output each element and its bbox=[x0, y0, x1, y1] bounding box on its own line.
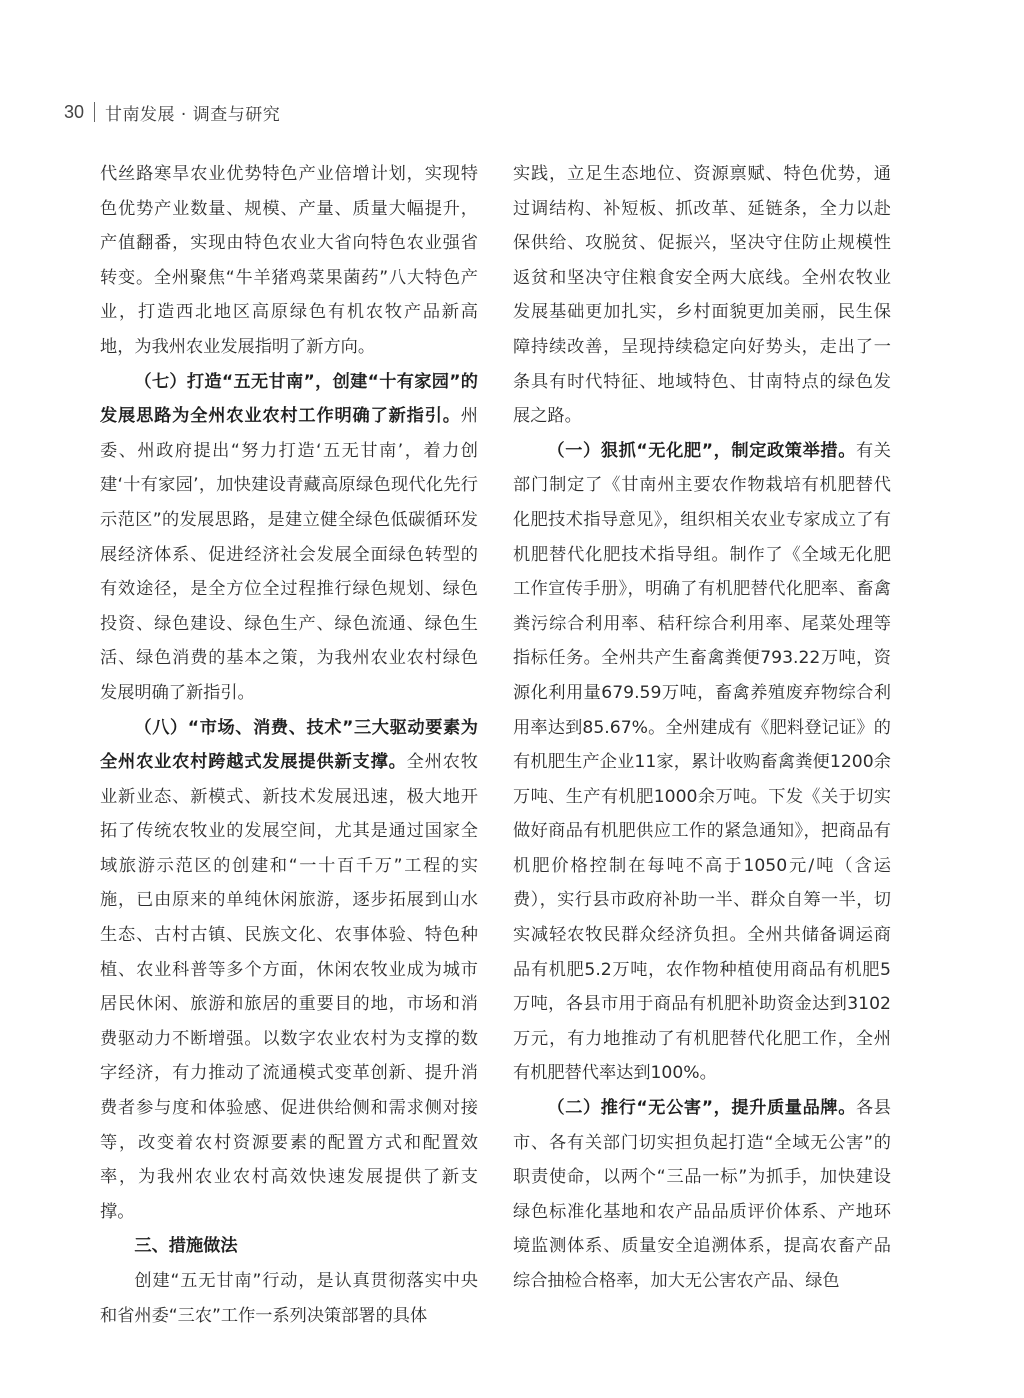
right-column bbox=[513, 157, 891, 1299]
right-paragraph-2-body: 有关部门制定了《甘南州主要农作物栽培有机肥替代化肥技术指导意见》，组织相关农业专家成立了有机肥替代化肥技术指导组。制作了《全域无化肥工作宣传手册》，明确了有机肥替代化肥率、畜禽粪污综合利用率、秸秆综合利用率、尾菜处理等指标任务。全州共产生畜禽粪便793.22万吨，资源化利用量679.59万吨，畜禽养殖废弃物综合利用率达到85.67%。全州建成有《肥料登记证》的有机肥生产企业11家，累计收购畜禽粪便1200余万吨、生产有机肥1000余万吨。下发《关于切实做好商品有机肥供应工作的紧急通知》，把商品有机肥价格控制在每吨不高于1050元/吨（含运费），实行县市政府补助一半、群众自筹一半，切实减轻农牧民群众经济负担。全州共储备调运商品有机肥5.2万吨，农作物种植使用商品有机肥5万吨，各县市用于商品有机肥补助资金达到3102万元，有力地推动了有机肥替代化肥工作，全州有机肥替代率达到100%。 bbox=[513, 440, 891, 1084]
left-paragraph-2-body: 州委、州政府提出“努力打造‘五无甘南’，着力创建‘十有家园’，加快建设青藏高原绿色现代化先行示范区”的发展思路，是建立健全绿色低碳循环发展经济体系、促进经济社会发展全面绿色转型的有效途径，是全方位全过程推行绿色规划、绿色投资、绿色建设、绿色生产、绿色流通、绿色生活、绿色消费的基本之策，为我州农业农村绿色发展明确了新指引。 bbox=[100, 406, 478, 703]
header-divider bbox=[94, 102, 95, 122]
left-paragraph-4: 创建“五无甘南”行动，是认真贯彻落实中央和省州委“三农”工作一系列决策部署的具体 bbox=[100, 1271, 478, 1326]
right-paragraph-2-lead: （一）狠抓“无化肥”，制定政策举措。 bbox=[547, 440, 856, 461]
right-paragraph-2 bbox=[513, 434, 891, 1091]
right-paragraph-3-lead: （二）推行“无公害”，提升质量品牌。 bbox=[547, 1098, 856, 1119]
right-paragraph-1: 实践，立足生态地位、资源禀赋、特色优势，通过调结构、补短板、抓改革、延链条，全力以赴保供给、攻脱贫、促振兴，坚决守住防止规模性返贫和坚决守住粮食安全两大底线。全州农牧业发展基础更加扎实，乡村面貌更加美丽，民生保障持续改善，呈现持续稳定向好势头，走出了一条具有时代特征、地域特色、甘南特点的绿色发展之路。 bbox=[513, 164, 891, 427]
journal-title: 甘南发展 · 调查与研究 bbox=[105, 104, 281, 125]
section-heading: 三、措施做法 bbox=[134, 1236, 238, 1257]
right-paragraph-3 bbox=[513, 1091, 891, 1299]
left-paragraph-2 bbox=[100, 365, 478, 711]
left-column bbox=[100, 157, 478, 1333]
left-paragraph-3-body: 全州农牧业新业态、新模式、新技术发展迅速，极大地开拓了传统农牧业的发展空间，尤其是通过国家全域旅游示范区的创建和“一十百千万”工程的实施，已由原来的单纯休闲旅游，逐步拓展到山水生态、古村古镇、民族文化、农事体验、特色种植、农业科普等多个方面，休闲农牧业成为城市居民休闲、旅游和旅居的重要目的地，市场和消费驱动力不断增强。以数字农业农村为支撑的数字经济，有力推动了流通模式变革创新、提升消费者参与度和体验感、促进供给侧和需求侧对接等，改变着农村资源要素的配置方式和配置效率，为我州农业农村高效快速发展提供了新支撑。 bbox=[100, 752, 478, 1222]
left-paragraph-3-lead: （八）“市场、消费、技术”三大驱动要素为全州农业农村跨越式发展提供新支撑。 bbox=[100, 717, 478, 773]
right-paragraph-3-body: 各县市、各有关部门切实担负起打造“全域无公害”的职责使命，以两个“三品一标”为抓手，加快建设绿色标准化基地和农产品品质评价体系、产地环境监测体系、质量安全追溯体系，提高农畜产品综合抽检合格率，加大无公害农产品、绿色 bbox=[513, 1098, 891, 1291]
page-header bbox=[64, 100, 280, 124]
left-paragraph-2-lead: （七）打造“五无甘南”，创建“十有家园”的发展思路为全州农业农村工作明确了新指引。 bbox=[100, 371, 478, 427]
left-paragraph-3 bbox=[100, 711, 478, 1230]
left-paragraph-1: 代丝路寒旱农业优势特色产业倍增计划，实现特色优势产业数量、规模、产量、质量大幅提升，产值翻番，实现由特色农业大省向特色农业强省转变。全州聚焦“牛羊猪鸡菜果菌药”八大特色产业，打造西北地区高原绿色有机农牧产品新高地，为我州农业发展指明了新方向。 bbox=[100, 164, 478, 357]
page-number: 30 bbox=[64, 101, 85, 122]
